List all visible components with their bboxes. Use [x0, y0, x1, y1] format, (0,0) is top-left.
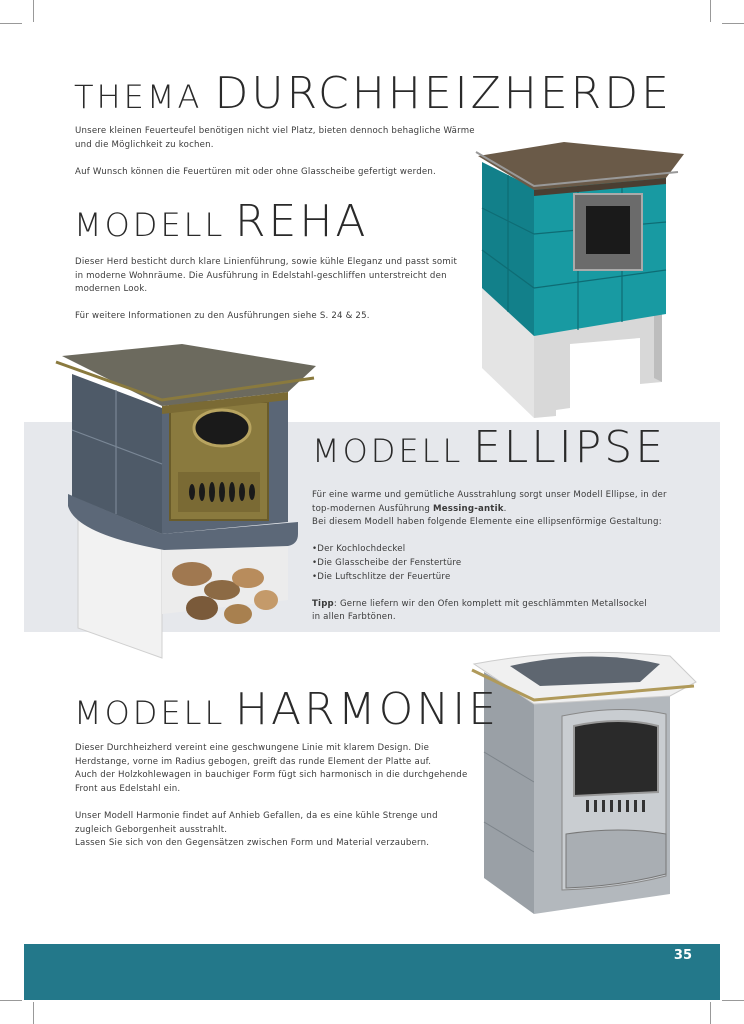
- harmonie-title-large: HARMONIE: [234, 684, 499, 735]
- reha-title-small: MODELL: [74, 206, 226, 244]
- tip-label: Tipp: [312, 598, 334, 609]
- crop-mark: [33, 0, 34, 22]
- crop-mark: [0, 1000, 22, 1001]
- reha-stove-image: [474, 138, 688, 420]
- crop-mark: [33, 1002, 34, 1024]
- reha-text: [75, 256, 475, 324]
- intro-line: Auf Wunsch können die Feuertüren mit oder ohne Glasscheibe gefertigt werden.: [75, 166, 436, 177]
- ellipse-bullet-list: [312, 543, 712, 584]
- messing-antik-label: Messing-antik: [432, 503, 504, 514]
- list-item: • Die Luftschlitze der Feuertüre: [312, 571, 712, 585]
- reha-line: modernen Look.: [75, 284, 148, 295]
- ellipse-line: Bei diesem Modell haben folgende Elemente eine ellipsenförmige Gestaltung:: [312, 517, 662, 528]
- reha-line: Für weitere Informationen zu den Ausführungen siehe S. 24 & 25.: [75, 311, 370, 322]
- crop-mark: [710, 0, 711, 22]
- footer-bar: [24, 944, 720, 1000]
- ellipse-tip-line: in allen Farbtönen.: [312, 612, 396, 623]
- ellipse-line: Für eine warme und gemütliche Ausstrahlung sorgt unser Modell Ellipse, in der: [312, 490, 667, 500]
- ellipse-title-large: ELLIPSE: [472, 422, 667, 473]
- ellipse-text: [312, 489, 712, 625]
- page-title-small: THEMA: [74, 78, 203, 116]
- harmonie-text: [75, 742, 470, 851]
- ellipse-title: [312, 422, 666, 473]
- harmonie-line: zugleich Geborgenheit ausstrahlt.: [75, 824, 228, 835]
- reha-line: Dieser Herd besticht durch klare Linienführung, sowie kühle Eleganz und passt somit: [75, 257, 458, 267]
- page-title-large: DURCHHEIZHERDE: [214, 68, 672, 119]
- harmonie-line: Auch der Holzkohlewagen in bauchiger Form fügt sich harmonisch in die durchgehende: [75, 770, 468, 781]
- harmonie-stove-image: [470, 642, 698, 922]
- harmonie-line: Lassen Sie sich von den Gegensätzen zwischen Form und Material verzaubern.: [75, 838, 430, 849]
- list-item: • Der Kochlochdeckel: [312, 543, 712, 557]
- ellipse-title-small: MODELL: [312, 432, 464, 470]
- intro-line: und die Möglichkeit zu kochen.: [75, 139, 214, 150]
- page-number: 35: [673, 948, 692, 963]
- reha-line: in moderne Wohnräume. Die Ausführung in Edelstahl-geschliffen unterstreicht den: [75, 270, 447, 281]
- crop-mark: [722, 23, 744, 24]
- intro-text: [75, 125, 495, 179]
- ellipse-tip: Tipp: Gerne liefern wir den Ofen komplett mit geschlämmten Metallsockel: [312, 598, 647, 609]
- harmonie-title-small: MODELL: [74, 694, 226, 732]
- harmonie-line: Herdstange, vorne im Radius gebogen, greift das runde Element der Platte auf.: [75, 756, 432, 767]
- list-item: • Die Glasscheibe der Fenstertüre: [312, 557, 712, 571]
- crop-mark: [0, 23, 22, 24]
- intro-line: Unsere kleinen Feuerteufel benötigen nicht viel Platz, bieten dennoch behagliche Wärme: [75, 126, 475, 136]
- reha-title-large: REHA: [234, 196, 369, 247]
- page-title: [74, 68, 672, 119]
- crop-mark: [722, 1000, 744, 1001]
- harmonie-line: Front aus Edelstahl ein.: [75, 783, 181, 794]
- harmonie-line: Unser Modell Harmonie findet auf Anhieb Gefallen, da es eine kühle Strenge und: [75, 810, 438, 821]
- crop-mark: [710, 1002, 711, 1024]
- harmonie-line: Dieser Durchheizherd vereint eine geschwungene Linie mit klarem Design. Die: [75, 743, 430, 753]
- harmonie-title: [74, 684, 499, 735]
- reha-title: [74, 196, 369, 247]
- ellipse-stove-image: [52, 338, 318, 664]
- ellipse-line: top-modernen Ausführung Messing-antik.: [312, 503, 507, 514]
